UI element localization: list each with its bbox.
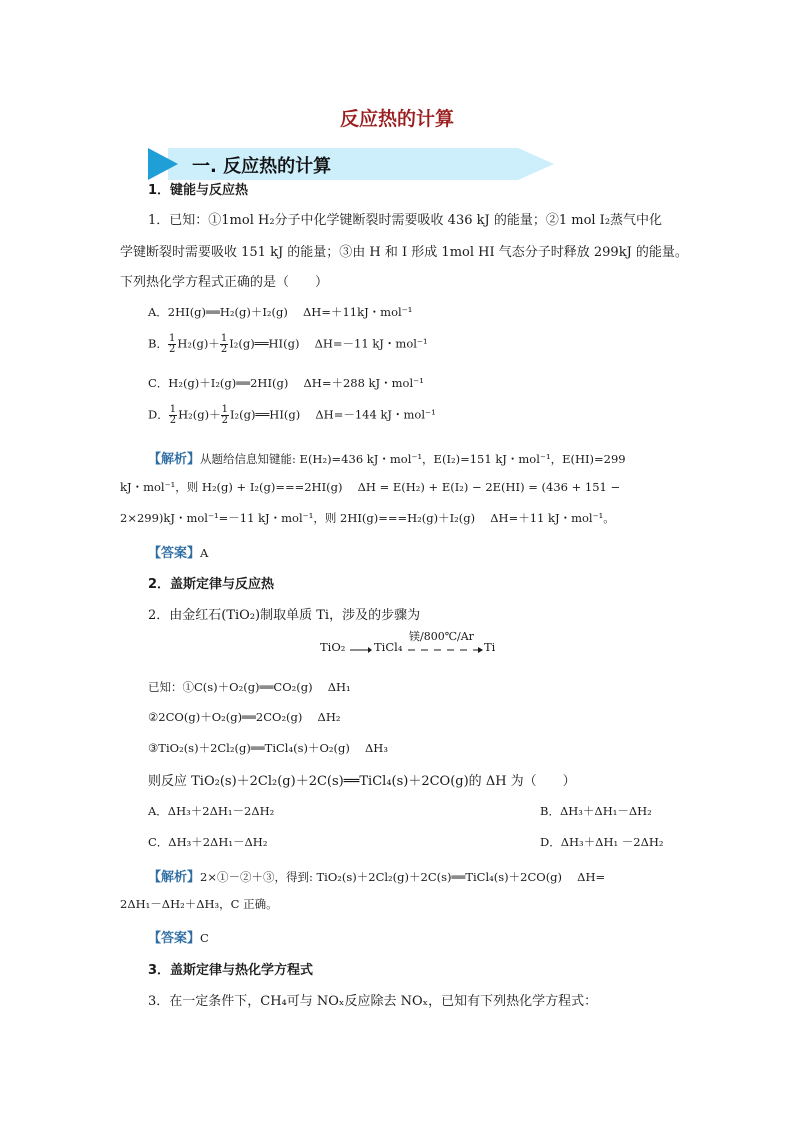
q2-option-a: A．ΔH₃＋2ΔH₁－2ΔH₂ [148,804,275,818]
q2-reaction-scheme [320,628,510,658]
q1-stem-line3: 下列热化学方程式正确的是（ ） [120,275,329,290]
q1-stem-line1: 1．已知：①1mol H₂分子中化学键断裂时需要吸收 436 kJ 的能量；②1 mol I₂蒸气中化 [148,213,663,228]
page-title: 反应热的计算 [339,108,454,130]
arrow-icon [350,646,372,654]
q1-answer: 【答案】A [148,546,209,561]
q1-option-c: C．H₂(g)＋I₂(g)══2HI(g) ΔH=＋288 kJ・mol⁻¹ [148,376,424,390]
analysis-tag: 【解析】 [148,870,201,885]
q1-option-b: B． $\frac{1}{2}$ H₂(g)＋ $\frac{1}{2}$ I₂(g)══HI(g) ΔH=－11 kJ・mol⁻¹ [148,333,428,355]
q1-analysis-line3: 2×299)kJ・mol⁻¹=－11 kJ・mol⁻¹，则 2HI(g)===H₂(g)＋I₂(g) ΔH=＋11 kJ・mol⁻¹。 [120,511,615,525]
dashed-arrow-icon [408,646,484,654]
q1-option-d-label: D． [148,407,169,422]
scheme-intermediate: TiCl₄ [374,640,403,654]
section-heading-1: 1．键能与反应热 [148,183,249,198]
section-heading-2: 2．盖斯定律与反应热 [148,577,275,592]
q3-stem: 3．在一定条件下，CH₄可与 NOₓ反应除去 NOₓ，已知有下列热化学方程式： [148,994,598,1009]
answer-tag: 【答案】 [148,546,201,561]
q2-analysis-line1: 【解析】2×①－②＋③，得到: TiO₂(s)＋2Cl₂(g)＋2C(s)══TiCl₄(s)＋2CO(g) ΔH= [148,870,606,885]
q2-option-d: D．ΔH₃＋ΔH₁ －2ΔH₂ [540,835,664,849]
q2-question: 则反应 TiO₂(s)＋2Cl₂(g)＋2C(s)══TiCl₄(s)＋2CO(g)的 ΔH 为（ ） [148,774,576,789]
scheme-product: Ti [484,640,496,654]
q1-option-b-label: B． [148,336,168,351]
q1-analysis-line1: 【解析】从题给信息知键能: E(H₂)=436 kJ・mol⁻¹，E(I₂)=151 kJ・mol⁻¹，E(HI)=299 [148,452,626,467]
fraction-half: $\frac{1}{2}$ [169,404,177,426]
fraction-half: $\frac{1}{2}$ [168,333,176,355]
q1-option-a: A．2HI(g)══H₂(g)＋I₂(g) ΔH=＋11kJ・mol⁻¹ [148,305,413,319]
answer-tag: 【答案】 [148,931,201,946]
q1-stem-line2: 学键断裂时需要吸收 151 kJ 的能量；③由 H 和 I 形成 1mol HI 气态分子时释放 299kJ 的能量。 [120,245,688,260]
banner-text: 一. 反应热的计算 [192,156,332,177]
fraction-half: $\frac{1}{2}$ [220,333,228,355]
analysis-tag: 【解析】 [148,452,201,467]
section-heading-3: 3．盖斯定律与热化学方程式 [148,963,314,978]
section-banner [148,146,556,182]
q2-option-b: B．ΔH₃＋ΔH₁－ΔH₂ [540,804,652,818]
q2-known-2: ②2CO(g)＋O₂(g)══2CO₂(g) ΔH₂ [148,710,341,724]
q2-option-c: C．ΔH₃＋2ΔH₁－ΔH₂ [148,835,268,849]
q1-analysis-line2: kJ・mol⁻¹，则 H₂(g) + I₂(g)===2HI(g) ΔH = E(H₂) + E(I₂) − 2E(HI) = (436 + 151 − [120,480,621,494]
scheme-condition: 镁/800℃/Ar [409,630,474,643]
q2-stem: 2．由金红石(TiO₂)制取单质 Ti，涉及的步骤为 [148,608,421,623]
q2-known-3: ③TiO₂(s)＋2Cl₂(g)══TiCl₄(s)＋O₂(g) ΔH₃ [148,741,388,755]
fraction-half: $\frac{1}{2}$ [221,404,228,426]
q1-option-d: D． $\frac{1}{2}$ H₂(g)＋ $\frac{1}{2}$ I₂(g)══HI(g) ΔH=－144 kJ・mol⁻¹ [148,404,436,426]
scheme-reactant: TiO₂ [320,640,346,654]
q2-analysis-line2: 2ΔH₁－ΔH₂＋ΔH₃，C 正确。 [120,897,278,911]
q2-known-1: 已知：①C(s)＋O₂(g)══CO₂(g) ΔH₁ [148,680,351,694]
q2-answer: 【答案】C [148,931,209,946]
